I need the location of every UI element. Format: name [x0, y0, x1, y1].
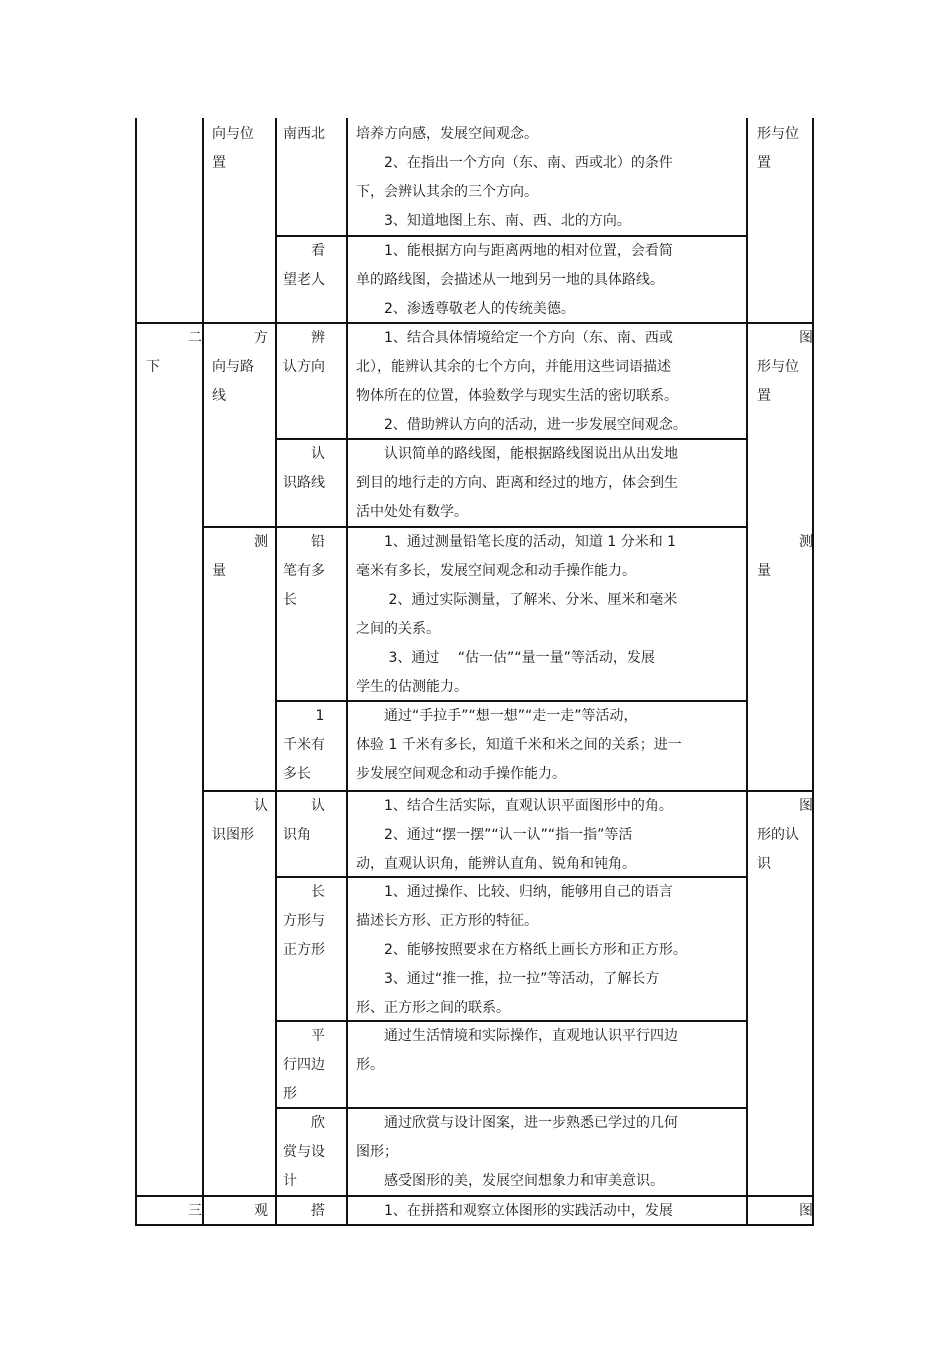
table-vertical-rule: [812, 118, 814, 1224]
lesson-text: 赏与设: [283, 1144, 325, 1160]
lesson-text: 认方向: [283, 359, 325, 375]
goals-text: 2、渗透尊敬老人的传统美德。: [356, 301, 575, 317]
area-text: 置: [757, 388, 771, 404]
goals-text: 1、通过操作、比较、归纳，能够用自己的语言: [356, 884, 673, 900]
goals-text: 形。: [356, 1057, 384, 1073]
lesson-text: 平: [283, 1028, 325, 1044]
lesson-text: 行四边: [283, 1057, 325, 1073]
goals-text: 2、通过实际测量，了解米、分米、厘米和毫米: [356, 592, 678, 608]
lesson-text: 搭: [283, 1203, 325, 1219]
unit-text: 线: [212, 388, 226, 404]
goals-text: 1、通过测量铅笔长度的活动，知道 1 分米和 1: [356, 534, 677, 550]
goals-text: 通过生活情境和实际操作，直观地认识平行四边: [356, 1028, 678, 1044]
goals-text: 1、结合生活实际，直观认识平面图形中的角。: [356, 798, 673, 814]
goals-text: 活中处处有数学。: [356, 504, 468, 520]
area-text: 图: [757, 1203, 813, 1219]
goals-text: 体验 1 千米有多长，知道千米和米之间的关系；进一: [356, 737, 682, 753]
goals-text: 3、通过“推一推，拉一拉”等活动，了解长方: [356, 971, 660, 987]
lesson-text: 望老人: [283, 272, 325, 288]
area-text: 测: [757, 534, 813, 550]
unit-text: 测: [212, 534, 268, 550]
lesson-text: 铅: [283, 534, 325, 550]
unit-text: 置: [212, 155, 226, 171]
goals-text: 2、能够按照要求在方格纸上画长方形和正方形。: [356, 942, 687, 958]
lesson-text: 形: [283, 1086, 297, 1102]
goals-text: 物体所在的位置，体验数学与现实生活的密切联系。: [356, 388, 678, 404]
goals-text: 培养方向感，发展空间观念。: [356, 126, 538, 142]
goals-text: 下，会辨认其余的三个方向。: [356, 184, 538, 200]
area-text: 置: [757, 155, 771, 171]
lesson-text: 看: [283, 243, 325, 259]
goals-text: 学生的估测能力。: [356, 679, 468, 695]
goals-text: 图形；: [356, 1144, 398, 1160]
table-vertical-rule: [135, 118, 137, 1224]
unit-text: 观: [212, 1203, 268, 1219]
goals-text: 毫米有多长，发展空间观念和动手操作能力。: [356, 563, 636, 579]
goals-text: 通过“手拉手”“想一想”“走一走”等活动，: [356, 708, 638, 724]
goals-text: 形、正方形之间的联系。: [356, 1000, 510, 1016]
lesson-text: 识角: [283, 827, 311, 843]
lesson-text: 千米有: [283, 737, 325, 753]
goals-text: 1、在拼搭和观察立体图形的实践活动中，发展: [356, 1203, 673, 1219]
grade-text: 三: [146, 1203, 202, 1219]
goals-text: 3、通过 “估一估”“量一量”等活动，发展: [356, 650, 655, 666]
lesson-text: 正方形: [283, 942, 325, 958]
lesson-text: 长: [283, 884, 325, 900]
goals-text: 1、结合具体情境给定一个方向（东、南、西或: [356, 330, 673, 346]
lesson-text: 辨: [283, 330, 325, 346]
lesson-text: 1: [283, 708, 325, 724]
lesson-text: 欣: [283, 1115, 325, 1131]
goals-text: 步发展空间观念和动手操作能力。: [356, 766, 566, 782]
grade-text: 二: [146, 330, 202, 346]
goals-text: 2、借助辨认方向的活动，进一步发展空间观念。: [356, 417, 687, 433]
lesson-text: 计: [283, 1173, 297, 1189]
unit-text: 认: [212, 798, 268, 814]
grade-text: 下: [146, 359, 160, 375]
goals-text: 动，直观认识角，能辨认直角、锐角和钝角。: [356, 856, 636, 872]
lesson-text: 识路线: [283, 475, 325, 491]
goals-text: 2、通过“摆一摆”“认一认”“指一指”等活: [356, 827, 633, 843]
area-text: 图: [757, 330, 813, 346]
unit-text: 方: [212, 330, 268, 346]
goals-text: 2、在指出一个方向（东、南、西或北）的条件: [356, 155, 673, 171]
goals-text: 3、知道地图上东、南、西、北的方向。: [356, 213, 631, 229]
area-text: 形与位: [757, 126, 799, 142]
unit-text: 识图形: [212, 827, 254, 843]
lesson-text: 南西北: [283, 126, 325, 142]
area-text: 形与位: [757, 359, 799, 375]
lesson-text: 长: [283, 592, 297, 608]
area-text: 图: [757, 798, 813, 814]
table-vertical-rule: [202, 118, 204, 1224]
lesson-text: 多长: [283, 766, 311, 782]
unit-text: 向与路: [212, 359, 254, 375]
lesson-text: 方形与: [283, 913, 325, 929]
unit-text: 量: [212, 563, 226, 579]
table-vertical-rule: [746, 118, 748, 1224]
unit-text: 向与位: [212, 126, 254, 142]
goals-text: 通过欣赏与设计图案，进一步熟悉已学过的几何: [356, 1115, 678, 1131]
lesson-text: 认: [283, 446, 325, 462]
goals-text: 感受图形的美，发展空间想象力和审美意识。: [356, 1173, 664, 1189]
goals-text: 1、能根据方向与距离两地的相对位置，会看简: [356, 243, 673, 259]
area-text: 量: [757, 563, 771, 579]
area-text: 形的认: [757, 827, 799, 843]
goals-text: 到目的地行走的方向、距离和经过的地方，体会到生: [356, 475, 678, 491]
goals-text: 单的路线图，会描述从一地到另一地的具体路线。: [356, 272, 664, 288]
table-vertical-rule: [346, 118, 348, 1224]
lesson-text: 笔有多: [283, 563, 325, 579]
goals-text: 北），能辨认其余的七个方向，并能用这些词语描述: [356, 359, 671, 375]
lesson-text: 认: [283, 798, 325, 814]
goals-text: 之间的关系。: [356, 621, 440, 637]
goals-text: 描述长方形、正方形的特征。: [356, 913, 538, 929]
goals-text: 认识简单的路线图，能根据路线图说出从出发地: [356, 446, 678, 462]
area-text: 识: [757, 856, 771, 872]
table-vertical-rule: [275, 118, 277, 1224]
